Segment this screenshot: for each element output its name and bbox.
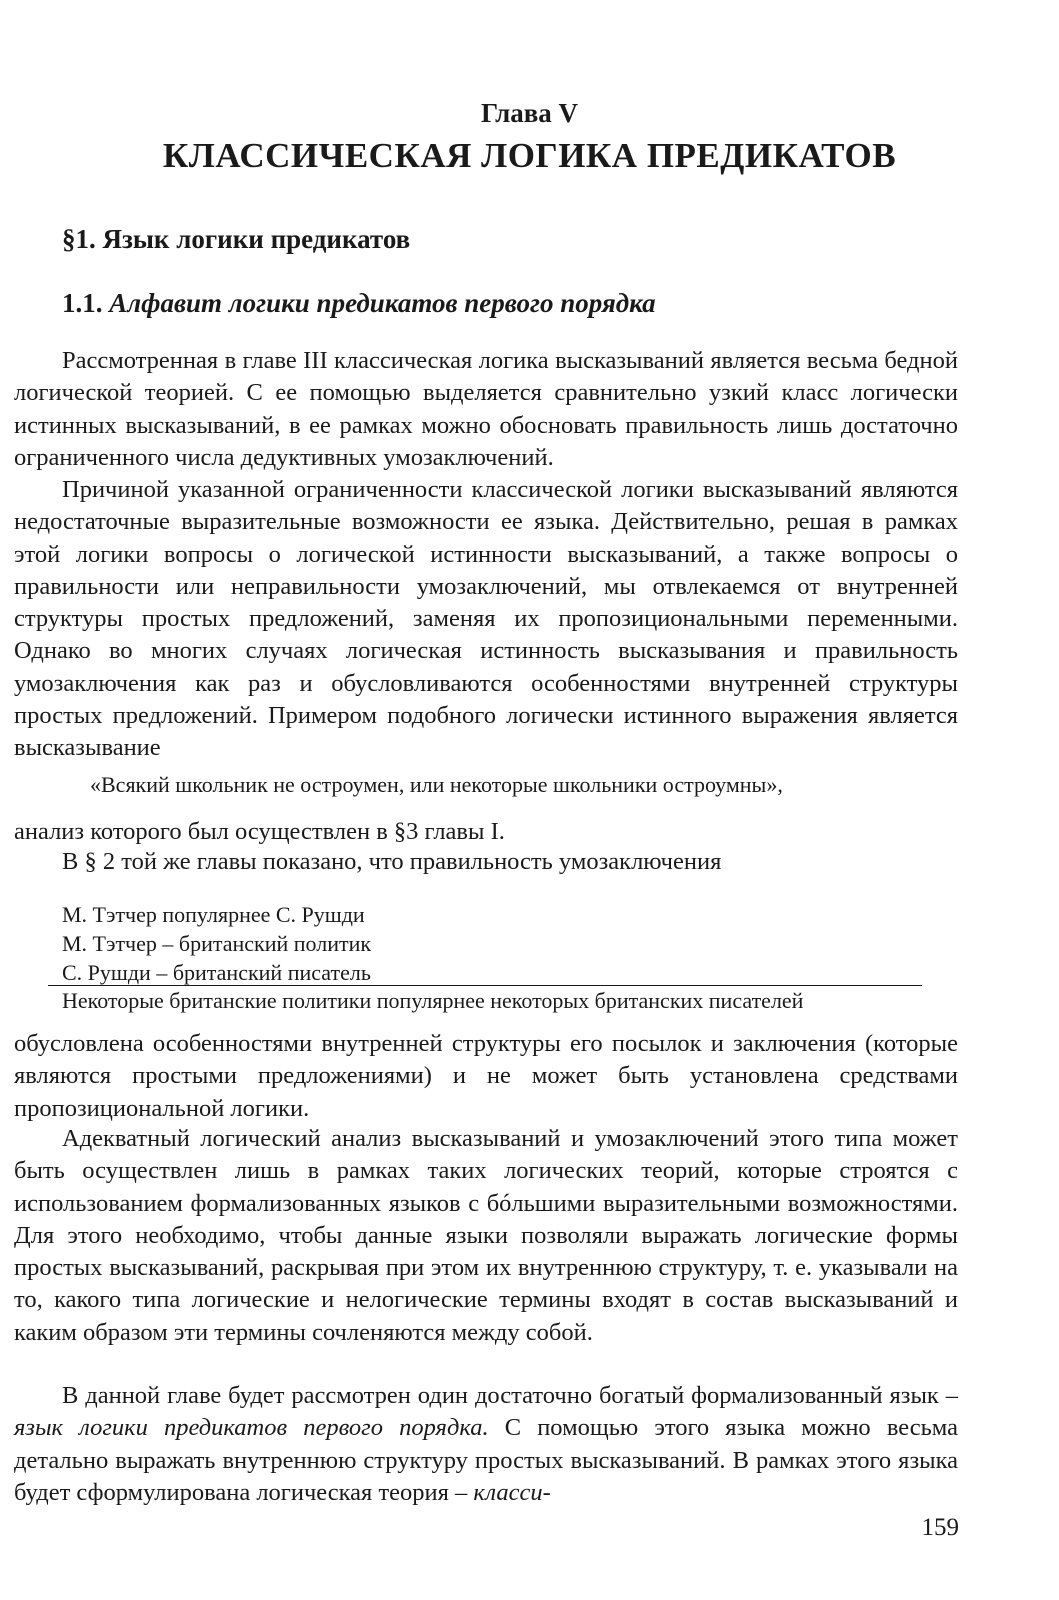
subsection-title bbox=[62, 288, 656, 319]
paragraph-4: В § 2 той же главы показано, что правильность умозаключения bbox=[62, 848, 722, 875]
paragraph-7-term-2: класси- bbox=[473, 1478, 551, 1506]
syllogism-premise-2: М. Тэтчер – британский политик bbox=[62, 931, 372, 956]
paragraph-5: обусловлена особенностями внутренней структуры его посылок и заключения (которые являются простыми предложениями) и не может быть установлена средствами пропозициональной логики. bbox=[14, 1030, 958, 1122]
paragraph-1: Рассмотренная в главе III классическая логика высказываний является весьма бедной логической теорией. С ее помощью выделяется сравнительно узкий класс логически истинных высказываний, в ее рамках можно обосновать правильность лишь достаточно ограниченного числа дедуктивных умозаключений. bbox=[14, 347, 958, 471]
paragraph-7 bbox=[14, 1380, 958, 1509]
example-quote: «Всякий школьник не остроумен, или некоторые школьники остроумны», bbox=[90, 772, 783, 797]
syllogism-premise-1: М. Тэтчер популярнее С. Рушди bbox=[62, 902, 365, 927]
syllogism-premise-3: С. Рушди – британский писатель bbox=[62, 960, 371, 985]
paragraph-3: анализ которого был осуществлен в §3 главы I. bbox=[14, 818, 505, 845]
subsection-number: 1.1. bbox=[62, 288, 103, 318]
paragraph-7-part-1: В данной главе будет рассмотрен один достаточно богатый формализованный язык – bbox=[62, 1382, 958, 1409]
paragraph-7-part-2: С помощью этого языка можно весьма детально выражать внутреннюю структуру простых высказываний. В рамках этого языка будет сформулирована логическая теория – bbox=[14, 1414, 958, 1506]
paragraph-6: Адекватный логический анализ высказываний и умозаключений этого типа может быть осуществлен лишь в рамках таких логических теорий, которые строятся с использованием формализованных языков с бóльшими выразительными возможностями. Для этого необходимо, чтобы данные языки позволяли выражать логические формы простых высказываний, раскрывая при этом их внутреннюю структуру, т. е. указывали на то, какого типа логические и нелогические термины входят в состав высказываний и каким образом эти термины сочленяются между собой. bbox=[14, 1125, 958, 1346]
chapter-label: Глава V bbox=[480, 98, 579, 128]
section-title: §1. Язык логики предикатов bbox=[62, 224, 411, 254]
paragraph-7-term-1: язык логики предикатов первого порядка. bbox=[14, 1414, 489, 1442]
subsection-name: Алфавит логики предикатов первого порядка bbox=[109, 288, 656, 318]
paragraph-2: Причиной указанной ограниченности классической логики высказываний являются недостаточные выразительные возможности ее языка. Действительно, решая в рамках этой логики вопросы о логической истинности высказываний, а также вопросы о правильности или неправильности умозаключений, мы отвлекаемся от внутренней структуры простых предложений, заменяя их пропозициональными переменными. Однако во многих случаях логическая истинность высказывания и правильность умозаключения как раз и обусловливаются особенностями внутренней структуры простых предложений. Примером подобного логически истинного выражения является высказывание bbox=[14, 476, 958, 762]
syllogism-conclusion: Некоторые британские политики популярнее некоторых британских писателей bbox=[62, 988, 804, 1013]
page-number: 159 bbox=[921, 1514, 959, 1541]
chapter-title: КЛАССИЧЕСКАЯ ЛОГИКА ПРЕДИКАТОВ bbox=[162, 136, 897, 175]
